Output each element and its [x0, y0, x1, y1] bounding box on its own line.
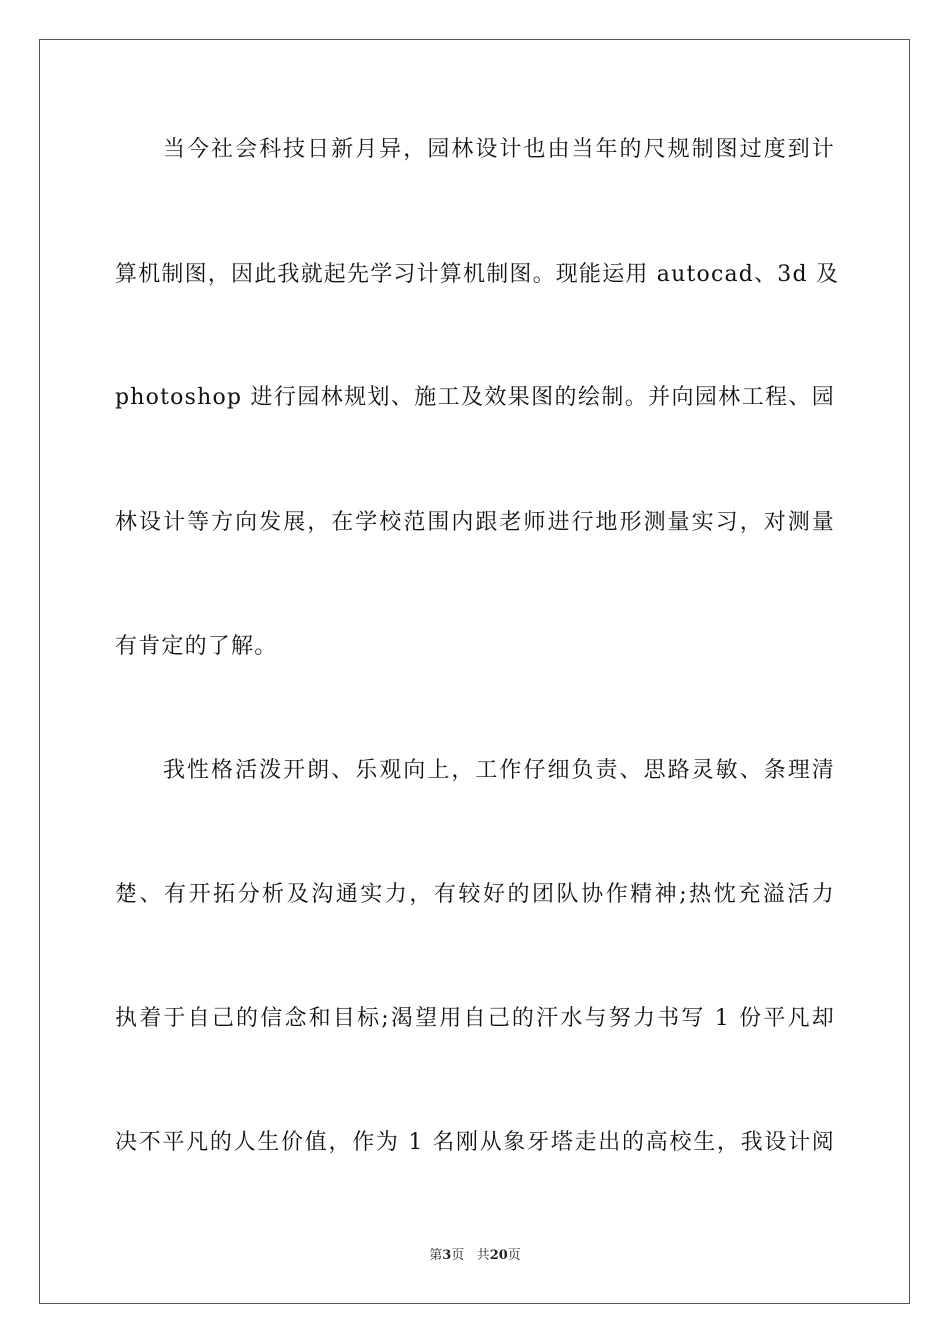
total-suffix: 页: [507, 1248, 521, 1263]
total-prefix: 共: [476, 1248, 490, 1263]
page-number: 3: [442, 1248, 452, 1263]
paragraph-1-line-1: 当今社会科技日新月异，园林设计也由当年的尺规制图过度到计: [163, 137, 835, 162]
page-prefix: 第: [429, 1248, 443, 1263]
total-pages: 20: [489, 1248, 508, 1263]
paragraph-1-line-5: 有肯定的了解。: [115, 634, 278, 659]
paragraph-2-line-1: 我性格活泼开朗、乐观向上，工作仔细负责、思路灵敏、条理清: [163, 758, 835, 783]
paragraph-2-line-3: 执着于自己的信念和目标;渴望用自己的汗水与努力书写 1 份平凡却: [115, 1006, 835, 1031]
paragraph-2-line-2: 楚、有开拓分析及沟通实力，有较好的团队协作精神;热忱充溢活力: [115, 882, 835, 907]
page-suffix: 页: [451, 1248, 465, 1263]
paragraph-1-line-3: photoshop 进行园林规划、施工及效果图的绘制。并向园林工程、园: [115, 385, 835, 410]
page-border: [39, 39, 910, 1304]
paragraph-1-line-2: 算机制图，因此我就起先学习计算机制图。现能运用 autocad、3d 及: [115, 262, 840, 287]
paragraph-1-line-4: 林设计等方向发展，在学校范围内跟老师进行地形测量实习，对测量: [115, 510, 835, 535]
paragraph-2-line-4: 决不平凡的人生价值，作为 1 名刚从象牙塔走出的高校生，我设计阅: [115, 1130, 835, 1155]
page-footer: [0, 1246, 950, 1266]
